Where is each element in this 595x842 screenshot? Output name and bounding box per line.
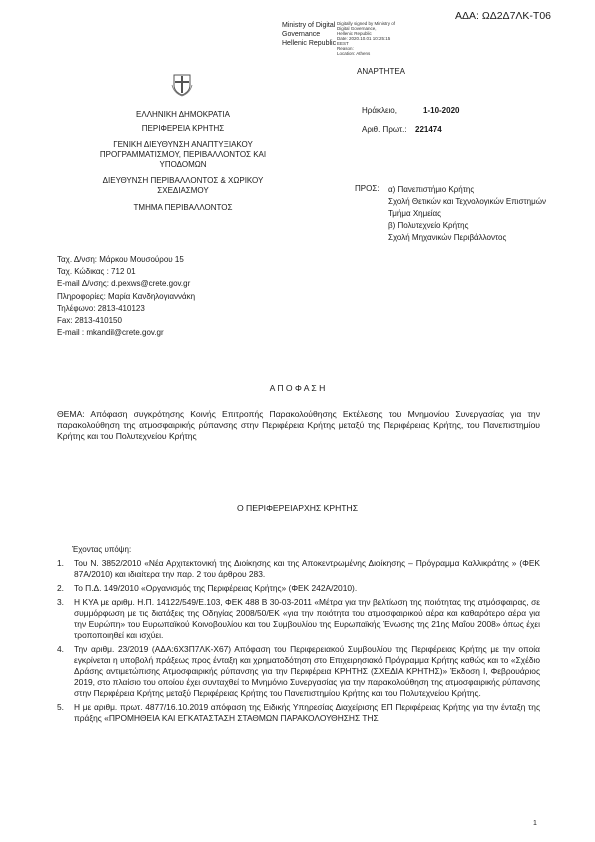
list-item: 4. Την αριθμ. 23/2019 (ΑΔΑ:6Χ3Π7ΛΚ-Χ67) Απόφαση του Περιφερειακού Συμβουλίου της Περιφέρειας Κρήτης με την οποία εγκρίνεται η υποβολή πράξεως προς ένταξη και χρηματοδότηση στο Επιχειρησιακό Πρόγραμμα Κρήτης καθώς και το «Σχέδιο Δράσης αντιμετώπισης Ατμοσφαιρικής ρύπανσης για την Περιφέρεια ΚΡΗΤΗΣ (ΣΧΕΔΙΑ ΚΡΗΤΗΣ)» Έκδοση Ι, Φεβρουάριος 2019, στο πλαίσιο του οποίου έχει συνταχθεί το Μνημόνιο Συνεργασίας για την παρακολούθηση της ατμοσφαιρικής ρύπανσης στην Περιφέρεια Κρήτης μεταξύ Περιφέρειας Κρήτης του Πανεπιστημίου Κρήτης και του Πολυτεχνείου Κρήτης.: [57, 644, 540, 698]
list-item: 2. Το Π.Δ. 149/2010 «Οργανισμός της Περιφέρειας Κρήτης» (ΦΕΚ 242Α/2010).: [57, 583, 358, 593]
recipients-label: ΠΡΟΣ:: [355, 184, 380, 193]
decision-title: Α Π Ο Φ Α Σ Η: [269, 383, 326, 393]
authority-title: Ο ΠΕΡΙΦΕΡΕΙΑΡΧΗΣ ΚΡΗΤΗΣ: [236, 503, 359, 513]
sender-directorate-2: ΣΧΕΔΙΑΣΜΟΥ: [157, 186, 209, 195]
contact-fax: Fax: 2813-410150: [57, 316, 122, 326]
recipient-line: Τμήμα Χημείας: [388, 209, 442, 218]
hellenic-emblem-icon: [170, 73, 194, 97]
document-date: 1-10-2020: [423, 106, 460, 115]
page-number: 1: [533, 820, 537, 827]
contact-email: E-mail : mkandil@crete.gov.gr: [57, 328, 164, 338]
sender-general-directorate-3: ΥΠΟΔΟΜΩΝ: [159, 160, 207, 169]
contact-block: [57, 254, 195, 339]
recipient-line: α) Πανεπιστήμιο Κρήτης: [388, 185, 475, 194]
sender-department: ΤΜΗΜΑ ΠΕΡΙΒΑΛΛΟΝΤΟΣ: [133, 203, 233, 212]
considering-label: Έχοντας υπόψη:: [72, 545, 132, 554]
contact-phone: Τηλέφωνο: 2813-410123: [57, 303, 145, 313]
sender-general-directorate-2: ΠΡΟΓΡΑΜΜΑΤΙΣΜΟΥ, ΠΕΡΙΒΑΛΛΟΝΤΟΣ ΚΑΙ: [99, 150, 267, 159]
digital-signature-label: [282, 21, 336, 48]
considerations-list: [57, 558, 540, 727]
posting-label: ΑΝΑΡΤΗΤΕΑ: [357, 67, 406, 76]
signature-line-3: Hellenic Republic: [282, 40, 337, 47]
subject-paragraph: ΘΕΜΑ: Απόφαση συγκρότησης Κοινής Επιτροπής Παρακολούθησης Εκτέλεσης του Μνημονίου Συνεργασίας για την παρακολούθηση της ατμοσφαιρικής ρύπανσης στην Περιφέρεια Κρήτης μεταξύ της Περιφέρειας Κρήτης, του Πανεπιστημίου Κρήτης και του Πολυτεχνείου Κρήτης: [57, 409, 540, 441]
sender-block: [85, 110, 281, 213]
sender-general-directorate-1: ΓΕΝΙΚΗ ΔΙΕΥΘΥΝΣΗ ΑΝΑΠΤΥΞΙΑΚΟΥ: [113, 140, 253, 149]
signature-line-1: Ministry of Digital: [282, 22, 336, 29]
ada-code: ΑΔΑ: ΩΔ2Δ7ΛΚ-Τ06: [455, 10, 552, 22]
contact-address: Ταχ. Δ/νση: Μάρκου Μουσούρου 15: [57, 255, 184, 264]
contact-directorate-email: E-mail Δ/νσης: d.pexws@crete.gov.gr: [57, 279, 191, 289]
sender-republic: ΕΛΛΗΝΙΚΗ ΔΗΜΟΚΡΑΤΙΑ: [136, 110, 230, 119]
list-item: 5. Η με αριθμ. πρωτ. 4877/16.10.2019 απόφαση της Ειδικής Υπηρεσίας Διαχείρισης ΕΠ Περιφέρειας Κρήτης για την ένταξη της πράξης «ΠΡΟΜΗΘΕΙΑ ΚΑΙ ΕΓΚΑΤΑΣΤΑΣΗ ΣΤΑΘΜΩΝ ΠΑΡΑΚΟΛΟΥΘΗΣΗΣ ΤΗΣ: [57, 702, 540, 723]
contact-information-person: Πληροφορίες: Μαρία Κανδηλογιαννάκη: [57, 291, 196, 301]
list-item: 3. Η ΚΥΑ με αριθμ. Η.Π. 14122/549/Ε.103, ΦΕΚ 488 Β 30-03-2011 «Μέτρα για την βελτίωση της ποιότητας της ατμόσφαιρας, σε συμμόρφωση με τις διατάξεις της Οδηγίας 2008/50/ΕΚ «για την ποιότητα του ατμοσφαιρικού αέρα και καθαρότερο αέρα για την Ευρώπη» του Ευρωπαϊκού Κοινοβουλίου και του Συμβουλίου της Ευρωπαϊκής Ένωσης της 21ης Μαΐου 2008» όπως έχει τροποποιηθεί και ισχύει.: [57, 597, 540, 640]
recipient-line: Σχολή Μηχανικών Περιβάλλοντος: [388, 233, 507, 242]
signature-line-2: Governance: [282, 31, 321, 38]
sender-region: ΠΕΡΙΦΕΡΕΙΑ ΚΡΗΤΗΣ: [141, 124, 225, 133]
protocol-number: 221474: [415, 125, 442, 134]
recipient-line: Σχολή Θετικών και Τεχνολογικών Επιστημών: [388, 197, 546, 206]
list-item: 1. Του Ν. 3852/2010 «Νέα Αρχιτεκτονική της Διοίκησης και της Αποκεντρωμένης Διοίκησης – Πρόγραμμα Καλλικράτης » (ΦΕΚ 87Α/2010) και ιδιαίτερα την παρ. 2 του άρθρου 283.: [57, 558, 540, 579]
protocol-label: Αριθ. Πρωτ.:: [362, 125, 407, 134]
recipients-list: [388, 184, 546, 244]
place-label: Ηράκλειο,: [362, 106, 397, 115]
contact-postcode: Ταχ. Κώδικας : 712 01: [57, 267, 136, 277]
sender-directorate-1: ΔΙΕΥΘΥΝΣΗ ΠΕΡΙΒΑΛΛΟΝΤΟΣ & ΧΩΡΙΚΟΥ: [102, 176, 264, 185]
digital-signature-stamp: Digitally signed by Ministry of Digital Governance, Hellenic Republic Date: 2020.10.01 10:25:15 EEST Reason: Location: Athens: [337, 21, 396, 56]
recipient-line: β) Πολυτεχνείο Κρήτης: [388, 221, 469, 230]
